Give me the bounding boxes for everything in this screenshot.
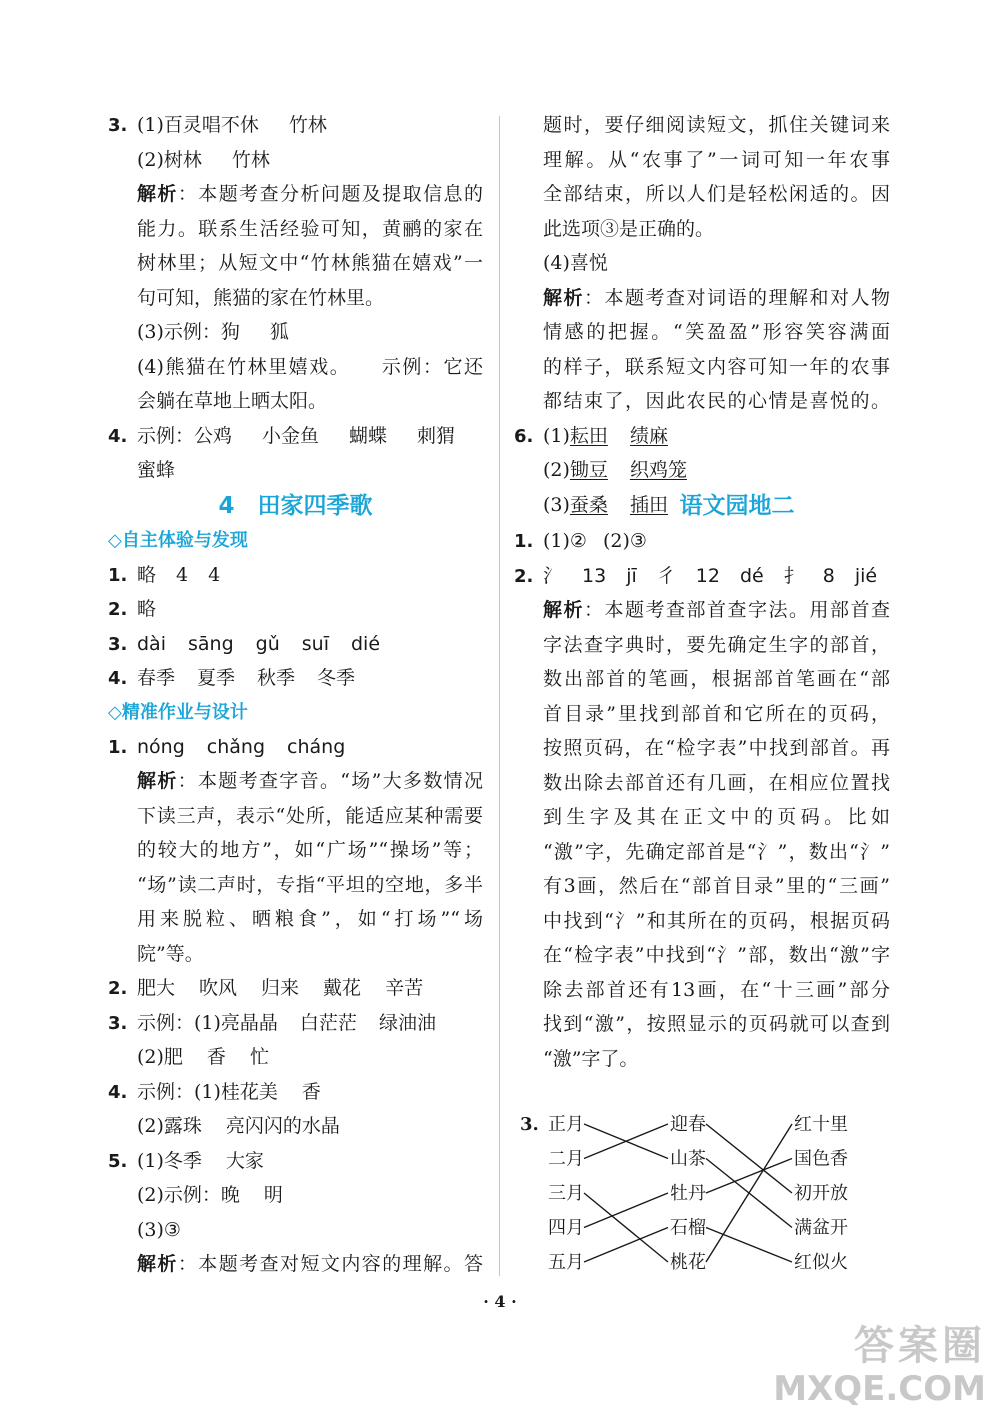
- q5-analysis-line: 情感的把握。“笑盈盈”形容笑容满面: [543, 321, 890, 343]
- q3-analysis-line: 树林里；从短文中“竹林熊猫在嬉戏”一: [137, 252, 483, 274]
- p5-analysis-line: 解析：本题考查对短文内容的理解。答: [137, 1253, 483, 1275]
- section-heading-homework: ◇精准作业与设计: [108, 701, 248, 723]
- analysis-label: 解析: [543, 286, 584, 309]
- analysis-label: 解析: [137, 183, 178, 205]
- g2-analysis-line: 找到“激”，按照显示的页码就可以查到: [543, 1013, 890, 1035]
- page-number: · 4 ·: [483, 1292, 517, 1311]
- continued-analysis-line: 题时，要仔细阅读短文，抓住关键词来: [543, 114, 890, 136]
- g2-analysis-line: 首目录”里找到部首和它所在的页码，: [543, 702, 890, 725]
- phrases-column: [794, 1114, 848, 1273]
- matching-diagram: [514, 1108, 890, 1288]
- phrase-label: 初开放: [794, 1183, 848, 1204]
- match-line: [706, 1124, 792, 1193]
- g2-analysis-line: 到生字及其在正文中的页码。比如: [543, 806, 890, 828]
- p1-analysis-line: “场”读二声时，专指“平坦的空地，多半: [137, 873, 483, 896]
- phrase-label: 红十里: [794, 1114, 848, 1135]
- analysis-label: 解析: [543, 599, 584, 621]
- q3-analysis-line: 句可知，熊猫的家在竹林里。: [137, 286, 385, 309]
- p3-answer-2: (2)肥 香 忙: [137, 1046, 269, 1068]
- p5-answer-1: 5. (1)冬季 大家: [108, 1149, 264, 1172]
- q3-analysis-line: 解析：本题考查分析问题及提取信息的: [137, 183, 483, 205]
- right-column: [514, 108, 890, 1076]
- phrase-label: 满盆开: [794, 1217, 848, 1239]
- g2-analysis-line: 数出除去部首还有几画，在相应位置找: [543, 771, 890, 794]
- q3-answer-1: 3. (1)百灵唱不休 竹林: [108, 108, 483, 143]
- flower-label: 桃花: [670, 1252, 706, 1273]
- s1-answer-4: 4. 春季 夏季 秋季 冬季: [108, 667, 356, 689]
- phrase-label: 国色香: [794, 1148, 848, 1170]
- q6-row-1: 6. (1)耘田 绩麻: [514, 424, 668, 447]
- month-label: 二月: [548, 1148, 584, 1170]
- matching-lines-left: [584, 1124, 668, 1262]
- watermark-logo: [773, 1322, 986, 1408]
- month-label: 五月: [548, 1252, 584, 1273]
- g2-answer: 2. 氵 13 jī 彳 12 dé 扌 8 jié: [514, 564, 878, 587]
- match-line: [706, 1228, 792, 1263]
- section-heading-experience: ◇自主体验与发现: [108, 529, 248, 551]
- g2-analysis-line: 有3画，然后在“部首目录”里的“三画”: [543, 875, 890, 897]
- q3-answer-3: (3)示例：狗 狐: [137, 321, 289, 343]
- watermark-line-1: 答案圈: [854, 1323, 986, 1369]
- p1-analysis-line: 的较大的地方”，如“广场”“操场”等；: [137, 839, 483, 861]
- month-label: 三月: [548, 1183, 584, 1204]
- flowers-column: [670, 1114, 706, 1273]
- g2-analysis-line: “激”字了。: [543, 1047, 639, 1070]
- p1-analysis-line: 用来脱粒、晒粮食”，如“打场”“场: [137, 908, 483, 930]
- g2-analysis-line: 数出部首的笔画，根据部首笔画在“部: [543, 668, 890, 690]
- phrase-label: 红似火: [794, 1252, 848, 1273]
- q6-row-2: (2)锄豆 织鸡笼: [543, 459, 687, 481]
- g2-analysis-line: 解析：本题考查部首查字法。用部首查: [543, 599, 890, 621]
- q5-analysis-line: 解析：本题考查对词语的理解和对人物: [543, 286, 890, 309]
- months-column: [548, 1114, 584, 1273]
- watermark-line-2: MXQE.COM: [773, 1369, 986, 1409]
- p1-analysis-line: 下读三声，表示“处所，能适应某种需要: [137, 804, 483, 827]
- p5-answer-2: (2)示例：晚 明: [137, 1184, 283, 1206]
- match-line: [584, 1193, 668, 1228]
- match-line: [706, 1124, 792, 1262]
- left-column: [108, 108, 483, 1282]
- g2-analysis-line: “激”字，先确定部首是“氵”，数出“氵”: [543, 840, 890, 863]
- g2-analysis-line: 字法查字典时，要先确定生字的部首，: [543, 633, 890, 656]
- flower-label: 迎春: [670, 1114, 706, 1135]
- q5-analysis-line: 的样子，联系短文内容可知一年的农事: [543, 355, 890, 378]
- q6-row-3: (3)蚕桑 插田: [543, 493, 668, 516]
- s1-answer-1: 1. 略 4 4: [108, 563, 221, 586]
- analysis-label: 解析: [137, 1253, 178, 1275]
- month-label: 正月: [548, 1114, 584, 1135]
- q3-answer-4-cont: 会躺在草地上晒太阳。: [137, 390, 328, 412]
- p1-answer-pinyin: 1. nóng chǎng cháng: [108, 735, 346, 758]
- match-line: [584, 1193, 668, 1262]
- p1-analysis-line: 解析：本题考查字音。“场”大多数情况: [137, 770, 483, 792]
- continued-analysis-line: 此选项③是正确的。: [543, 217, 715, 240]
- p4-answer-1: 4. 示例：(1)桂花美 香: [108, 1080, 321, 1103]
- p4-answer-2: (2)露珠 亮闪闪的水晶: [137, 1115, 340, 1137]
- q4-answer: 4. 示例：公鸡 小金鱼 蝴蝶 刺猬: [108, 424, 456, 447]
- g2-analysis-line: 中找到“氵”和其所在的页码，根据页码: [543, 909, 890, 932]
- continued-analysis-line: 全部结束，所以人们是轻松闲适的。因: [543, 183, 890, 205]
- month-label: 四月: [548, 1217, 584, 1239]
- p1-analysis-line: 院”等。: [137, 942, 204, 965]
- g2-analysis-line: 按照页码，在“检字表”中找到部首。再: [543, 737, 890, 759]
- g1-answer: 1. (1)② (2)③: [514, 530, 647, 552]
- flower-label: 石榴: [670, 1217, 706, 1239]
- column-divider: [499, 116, 500, 1276]
- q3-answer-4: (4)熊猫在竹林里嬉戏。 示例：它还: [137, 355, 483, 378]
- p2-answer: 2. 肥大 吹风 归来 戴花 辛苦: [108, 977, 424, 999]
- match-line: [706, 1159, 792, 1194]
- match-line: [584, 1228, 668, 1263]
- g2-analysis-line: 除去部首还有13画，在“十三画”部分: [543, 978, 890, 1001]
- p5-answer-3: (3)③: [137, 1218, 181, 1241]
- g3-number: 3.: [520, 1114, 539, 1135]
- analysis-label: 解析: [137, 770, 178, 792]
- p3-answer-1: 3. 示例：(1)亮晶晶 白茫茫 绿油油: [108, 1011, 436, 1034]
- s1-answer-3-pinyin: 3. dài sāng gǔ suī dié: [108, 632, 381, 655]
- matching-lines-right: [706, 1124, 792, 1262]
- q4-answer-cont: 蜜蜂: [137, 459, 176, 481]
- garden-title: 语文园地二: [679, 493, 795, 519]
- question-number: 3.: [108, 115, 128, 136]
- s1-answer-2: 2. 略: [108, 598, 157, 620]
- lesson-title: 4 田家四季歌: [218, 492, 373, 519]
- q5-analysis-line: 都结束了，因此农民的心情是喜悦的。: [543, 390, 890, 412]
- flower-label: 牡丹: [670, 1183, 706, 1204]
- flower-label: 山茶: [670, 1148, 706, 1170]
- q5-answer-4: (4)喜悦: [543, 252, 608, 274]
- q3-answer-2: (2)树林 竹林: [137, 148, 270, 171]
- continued-analysis-line: 理解。从“农事了”一词可知一年农事: [543, 148, 890, 171]
- q3-analysis-line: 能力。联系生活经验可知，黄鹂的家在: [137, 217, 483, 240]
- g2-analysis-line: 在“检字表”中找到“氵”部，数出“激”字: [543, 944, 890, 966]
